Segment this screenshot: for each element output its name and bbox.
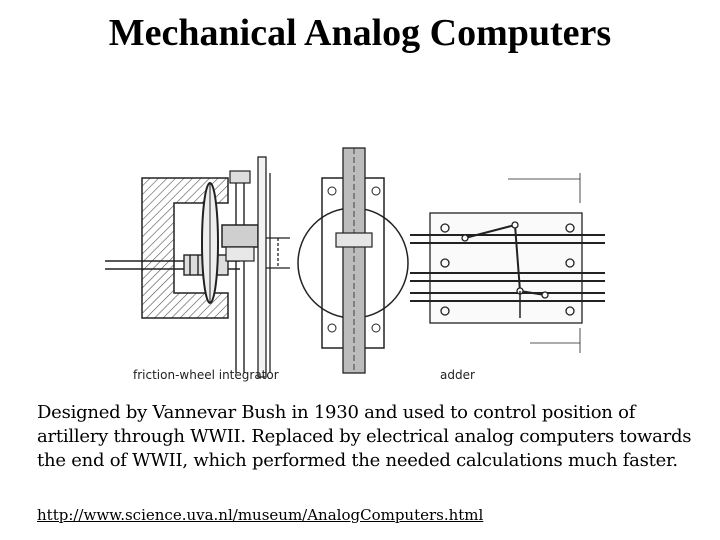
- adder-caption: adder: [440, 368, 475, 382]
- center-gear-assembly: [298, 148, 408, 373]
- integrator-caption: friction-wheel integrator: [133, 368, 279, 382]
- museum-link[interactable]: http://www.science.uva.nl/museum/AnalogComputers.html: [37, 506, 484, 524]
- guide-plates: [258, 157, 290, 377]
- mechanism-diagram: [100, 143, 612, 383]
- adder-mechanism: [410, 173, 605, 353]
- slide-title: Mechanical Analog Computers: [108, 12, 612, 54]
- friction-disc: [202, 183, 218, 303]
- description-paragraph: Designed by Vannevar Bush in 1930 and used to control position of artillery through WWII. Replaced by electrical analog computers towards the end of WWII, which performed the needed calculations much faster.: [37, 402, 692, 471]
